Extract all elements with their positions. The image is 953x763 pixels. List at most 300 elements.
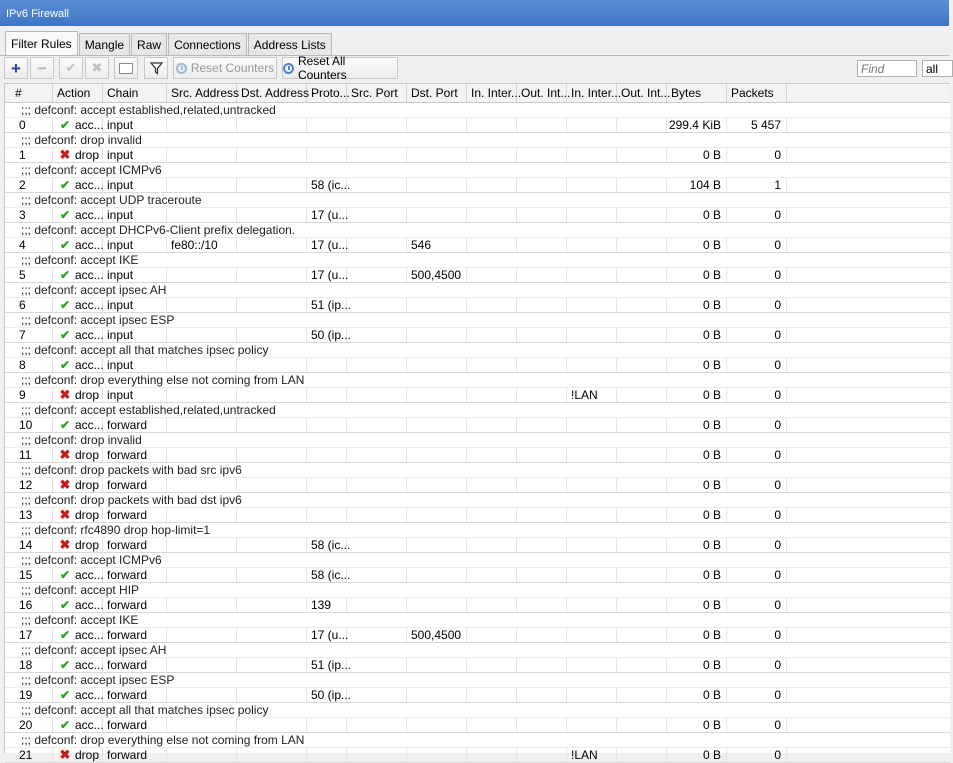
rule-out-interface-list [617, 568, 667, 582]
rule-out-interface-list [617, 508, 667, 522]
comment-button[interactable] [114, 57, 138, 79]
rule-dst-address [237, 418, 307, 432]
rule-src-port [347, 388, 407, 402]
rule-comment: ;;; defconf: accept established,related,untracked [5, 403, 950, 418]
rule-out-interface [517, 508, 567, 522]
col-chain-header[interactable]: Chain [103, 84, 167, 102]
rule-chain: input [103, 268, 167, 282]
rule-index: 0 [5, 118, 53, 132]
rule-in-interface-list [567, 238, 617, 252]
rule-bytes: 0 B [667, 148, 727, 162]
table-row[interactable] [5, 508, 950, 523]
table-row[interactable] [5, 718, 950, 733]
rule-packets: 0 [727, 238, 787, 252]
rule-bytes: 0 B [667, 718, 727, 732]
rule-packets: 0 [727, 328, 787, 342]
tab-mangle[interactable]: Mangle [79, 33, 130, 55]
accept-check-icon: ✔ [59, 268, 71, 282]
accept-check-icon: ✔ [59, 328, 71, 342]
rule-in-interface [467, 568, 517, 582]
col-dst-port-header[interactable]: Dst. Port [407, 84, 467, 102]
minus-icon: − [37, 58, 47, 78]
rule-out-interface-list [617, 478, 667, 492]
rule-bytes: 0 B [667, 448, 727, 462]
rule-chain: input [103, 358, 167, 372]
rule-in-interface [467, 508, 517, 522]
rule-src-port [347, 628, 407, 642]
table-row[interactable] [5, 478, 950, 493]
rule-in-interface-list [567, 628, 617, 642]
accept-check-icon: ✔ [59, 598, 71, 612]
rule-action-label: acc... [75, 658, 104, 672]
rule-src-address [167, 118, 237, 132]
rule-comment: ;;; defconf: drop packets with bad dst ipv6 [5, 493, 950, 508]
rule-index: 3 [5, 208, 53, 222]
rule-in-interface [467, 388, 517, 402]
rule-out-interface-list [617, 268, 667, 282]
rule-action-label: acc... [75, 628, 104, 642]
rule-out-interface [517, 628, 567, 642]
tab-raw[interactable]: Raw [131, 33, 167, 55]
tab-bar [5, 31, 333, 55]
rule-packets: 0 [727, 718, 787, 732]
table-row[interactable] [5, 298, 950, 313]
drop-x-icon: ✖ [59, 477, 71, 492]
rule-out-interface-list [617, 148, 667, 162]
rule-protocol [307, 748, 347, 762]
rule-dst-port [407, 658, 467, 672]
disable-button[interactable] [85, 57, 109, 79]
rule-dst-port [407, 508, 467, 522]
rule-in-interface-list [567, 568, 617, 582]
rule-index: 8 [5, 358, 53, 372]
col-dst-address-header[interactable]: Dst. Address [237, 84, 307, 102]
rule-dst-address [237, 568, 307, 582]
rule-in-interface-list [567, 208, 617, 222]
rule-protocol: 50 (ip... [307, 688, 347, 702]
rule-out-interface [517, 748, 567, 762]
rule-bytes: 0 B [667, 478, 727, 492]
rule-packets: 0 [727, 148, 787, 162]
table-row[interactable] [5, 118, 950, 133]
rule-packets: 0 [727, 298, 787, 312]
rule-packets: 0 [727, 568, 787, 582]
rule-out-interface-list [617, 418, 667, 432]
rule-src-address [167, 268, 237, 282]
rule-src-address [167, 178, 237, 192]
rule-src-address [167, 688, 237, 702]
rule-chain: input [103, 178, 167, 192]
rule-action-label: acc... [75, 178, 104, 192]
rule-dst-port [407, 118, 467, 132]
rule-comment: ;;; defconf: drop invalid [5, 133, 950, 148]
accept-check-icon: ✔ [59, 358, 71, 372]
rule-comment: ;;; defconf: accept all that matches ipsec policy [5, 343, 950, 358]
remove-button[interactable] [30, 57, 54, 79]
rule-out-interface-list [617, 388, 667, 402]
rule-in-interface [467, 268, 517, 282]
rule-dst-address [237, 538, 307, 552]
rule-out-interface [517, 688, 567, 702]
rule-packets: 0 [727, 598, 787, 612]
table-row[interactable] [5, 388, 950, 403]
accept-check-icon: ✔ [59, 238, 71, 252]
rule-dst-port: 500,4500 [407, 268, 467, 282]
rule-index: 21 [5, 748, 53, 762]
rule-action [53, 718, 103, 732]
rule-src-address [167, 208, 237, 222]
rule-out-interface [517, 658, 567, 672]
rule-out-interface-list [617, 598, 667, 612]
rule-dst-address [237, 118, 307, 132]
rule-comment: ;;; defconf: rfc4890 drop hop-limit=1 [5, 523, 950, 538]
rule-src-address [167, 358, 237, 372]
rule-chain: input [103, 298, 167, 312]
rule-in-interface-list [567, 718, 617, 732]
accept-check-icon: ✔ [59, 298, 71, 312]
rule-src-address [167, 628, 237, 642]
rule-src-address [167, 418, 237, 432]
rule-dst-port [407, 688, 467, 702]
rule-in-interface [467, 478, 517, 492]
rule-dst-address [237, 628, 307, 642]
accept-check-icon: ✔ [59, 178, 71, 192]
filter-button[interactable] [144, 57, 168, 79]
add-button[interactable] [4, 57, 28, 79]
table-row[interactable] [5, 268, 950, 283]
rule-index: 18 [5, 658, 53, 672]
rule-in-interface-list [567, 418, 617, 432]
rule-in-interface [467, 148, 517, 162]
filter-select[interactable]: all [922, 60, 953, 77]
rule-in-interface [467, 238, 517, 252]
rule-index: 12 [5, 478, 53, 492]
rule-in-interface-list [567, 448, 617, 462]
rule-in-interface-list [567, 178, 617, 192]
rule-index: 1 [5, 148, 53, 162]
rule-bytes: 0 B [667, 208, 727, 222]
rule-chain: forward [103, 688, 167, 702]
rule-index: 17 [5, 628, 53, 642]
rule-chain: forward [103, 568, 167, 582]
rule-out-interface [517, 268, 567, 282]
rule-comment: ;;; defconf: accept established,related,untracked [5, 103, 950, 118]
col-packets-header[interactable]: Packets [727, 84, 787, 102]
rule-protocol [307, 718, 347, 732]
rule-index: 2 [5, 178, 53, 192]
rule-in-interface [467, 598, 517, 612]
rule-in-interface [467, 628, 517, 642]
rule-chain: input [103, 118, 167, 132]
col-src-address-header[interactable]: Src. Address [167, 84, 237, 102]
rule-action [53, 148, 103, 162]
rule-src-address: fe80::/10 [167, 238, 237, 252]
col-in-interface-header[interactable]: In. Inter... [467, 84, 517, 102]
rule-protocol [307, 388, 347, 402]
tab-filter-rules[interactable]: Filter Rules [5, 31, 78, 55]
table-row[interactable] [5, 628, 950, 643]
col-index-header[interactable]: # [5, 84, 53, 102]
rule-dst-port [407, 148, 467, 162]
rule-in-interface [467, 658, 517, 672]
rule-bytes: 0 B [667, 658, 727, 672]
table-row[interactable] [5, 358, 950, 373]
rule-action [53, 358, 103, 372]
rule-out-interface-list [617, 718, 667, 732]
rule-action-label: drop [75, 508, 100, 522]
rule-chain: input [103, 148, 167, 162]
rule-index: 20 [5, 718, 53, 732]
rule-index: 16 [5, 598, 53, 612]
rule-src-address [167, 448, 237, 462]
rule-in-interface [467, 178, 517, 192]
rule-src-port [347, 658, 407, 672]
rule-protocol: 17 (u... [307, 208, 347, 222]
rule-comment: ;;; defconf: accept IKE [5, 253, 950, 268]
rule-packets: 1 [727, 178, 787, 192]
table-row[interactable] [5, 178, 950, 193]
rule-packets: 0 [727, 388, 787, 402]
rule-chain: input [103, 208, 167, 222]
check-icon: ✔ [65, 60, 77, 75]
rule-action [53, 388, 103, 402]
rule-dst-port [407, 538, 467, 552]
rule-dst-address [237, 598, 307, 612]
rule-protocol: 50 (ip... [307, 328, 347, 342]
rule-comment: ;;; defconf: drop everything else not coming from LAN [5, 373, 950, 388]
rule-in-interface-list [567, 658, 617, 672]
rule-action [53, 418, 103, 432]
accept-check-icon: ✔ [59, 628, 71, 642]
rule-dst-address [237, 388, 307, 402]
rule-packets: 5 457 [727, 118, 787, 132]
rule-out-interface [517, 328, 567, 342]
rule-packets: 0 [727, 538, 787, 552]
rule-in-interface [467, 538, 517, 552]
rule-out-interface [517, 208, 567, 222]
tab-address-lists[interactable]: Address Lists [248, 33, 332, 55]
table-row[interactable] [5, 448, 950, 463]
rule-src-port [347, 508, 407, 522]
rule-src-address [167, 478, 237, 492]
rule-bytes: 0 B [667, 268, 727, 282]
rule-dst-address [237, 328, 307, 342]
rule-out-interface [517, 418, 567, 432]
col-in-interface-list-header[interactable]: In. Inter... [567, 84, 617, 102]
rule-action-label: acc... [75, 568, 104, 582]
rule-src-address [167, 148, 237, 162]
rule-protocol: 58 (ic... [307, 538, 347, 552]
rule-action-label: acc... [75, 268, 104, 282]
rule-src-port [347, 688, 407, 702]
rule-dst-port [407, 718, 467, 732]
rule-out-interface-list [617, 658, 667, 672]
rule-in-interface-list [567, 328, 617, 342]
rule-action-label: acc... [75, 688, 104, 702]
tab-divider [0, 55, 949, 56]
rule-chain: forward [103, 538, 167, 552]
rule-src-port [347, 268, 407, 282]
rule-in-interface [467, 208, 517, 222]
rule-packets: 0 [727, 748, 787, 762]
rule-action-label: drop [75, 148, 100, 162]
col-out-interface-list-header[interactable]: Out. Int... [617, 84, 667, 102]
rule-chain: forward [103, 598, 167, 612]
rule-out-interface [517, 178, 567, 192]
drop-x-icon: ✖ [59, 507, 71, 522]
rule-protocol [307, 478, 347, 492]
rule-chain: forward [103, 448, 167, 462]
find-input[interactable] [857, 60, 917, 77]
rule-out-interface [517, 568, 567, 582]
rule-dst-port: 500,4500 [407, 628, 467, 642]
table-row[interactable] [5, 598, 950, 613]
table-body [5, 103, 950, 763]
col-src-port-header[interactable]: Src. Port [347, 84, 407, 102]
rule-packets: 0 [727, 658, 787, 672]
table-row[interactable] [5, 238, 950, 253]
rule-comment: ;;; defconf: accept ICMPv6 [5, 553, 950, 568]
tab-connections[interactable]: Connections [168, 33, 247, 55]
rule-action [53, 298, 103, 312]
rule-action-label: acc... [75, 118, 104, 132]
rule-dst-address [237, 688, 307, 702]
rule-packets: 0 [727, 358, 787, 372]
rule-out-interface-list [617, 748, 667, 762]
rule-in-interface-list [567, 118, 617, 132]
rule-action-label: drop [75, 538, 100, 552]
rule-dst-address [237, 268, 307, 282]
rule-action [53, 178, 103, 192]
rule-comment: ;;; defconf: accept ipsec AH [5, 643, 950, 658]
rule-chain: forward [103, 658, 167, 672]
rule-src-address [167, 538, 237, 552]
drop-x-icon: ✖ [59, 147, 71, 162]
col-action-header[interactable]: Action [53, 84, 103, 102]
rule-out-interface-list [617, 628, 667, 642]
rule-dst-port [407, 358, 467, 372]
reset-counters-button[interactable] [173, 57, 277, 79]
table-row[interactable] [5, 748, 950, 763]
rule-action-label: acc... [75, 358, 104, 372]
rule-action [53, 688, 103, 702]
col-out-interface-header[interactable]: Out. Int... [517, 84, 567, 102]
rule-in-interface-list [567, 148, 617, 162]
rule-out-interface-list [617, 448, 667, 462]
rule-action [53, 208, 103, 222]
rules-table [4, 83, 950, 762]
rule-dst-address [237, 748, 307, 762]
col-bytes-header[interactable]: Bytes [667, 84, 727, 102]
rule-src-port [347, 298, 407, 312]
table-row[interactable] [5, 418, 950, 433]
rule-comment: ;;; defconf: accept ICMPv6 [5, 163, 950, 178]
rule-protocol: 17 (u... [307, 268, 347, 282]
rule-comment: ;;; defconf: accept DHCPv6-Client prefix delegation. [5, 223, 950, 238]
rule-in-interface [467, 328, 517, 342]
rule-src-port [347, 448, 407, 462]
rule-dst-address [237, 658, 307, 672]
table-row[interactable] [5, 148, 950, 163]
rule-src-port [347, 328, 407, 342]
rule-out-interface [517, 478, 567, 492]
rule-packets: 0 [727, 688, 787, 702]
rule-out-interface [517, 358, 567, 372]
rule-src-address [167, 298, 237, 312]
rule-out-interface-list [617, 208, 667, 222]
rule-in-interface [467, 748, 517, 762]
rule-action [53, 328, 103, 342]
rule-bytes: 0 B [667, 298, 727, 312]
drop-x-icon: ✖ [59, 387, 71, 402]
table-row[interactable] [5, 328, 950, 343]
table-row[interactable] [5, 538, 950, 553]
rule-index: 5 [5, 268, 53, 282]
rule-out-interface [517, 118, 567, 132]
rule-chain: input [103, 238, 167, 252]
rule-chain: forward [103, 718, 167, 732]
col-protocol-header[interactable]: Proto... [307, 84, 347, 102]
rule-dst-port [407, 568, 467, 582]
enable-button[interactable] [59, 57, 83, 79]
rule-dst-port [407, 748, 467, 762]
rule-action [53, 508, 103, 522]
rule-in-interface-list [567, 478, 617, 492]
reset-all-counters-button[interactable] [282, 54, 398, 82]
rule-dst-port [407, 178, 467, 192]
rule-bytes: 0 B [667, 238, 727, 252]
rule-packets: 0 [727, 448, 787, 462]
rule-bytes: 0 B [667, 328, 727, 342]
rule-dst-address [237, 478, 307, 492]
table-row[interactable] [5, 658, 950, 673]
rule-out-interface-list [617, 358, 667, 372]
table-row[interactable] [5, 688, 950, 703]
rule-src-address [167, 388, 237, 402]
accept-check-icon: ✔ [59, 418, 71, 432]
rule-in-interface-list [567, 298, 617, 312]
table-row[interactable] [5, 568, 950, 583]
rule-src-address [167, 598, 237, 612]
rule-comment: ;;; defconf: accept HIP [5, 583, 950, 598]
rule-bytes: 0 B [667, 628, 727, 642]
rule-dst-port: 546 [407, 238, 467, 252]
rule-action-label: acc... [75, 418, 104, 432]
rule-in-interface [467, 418, 517, 432]
reset-all-counters-label: Reset All Counters [297, 54, 347, 82]
rule-index: 19 [5, 688, 53, 702]
reset-all-clock-icon [283, 63, 294, 74]
drop-x-icon: ✖ [59, 447, 71, 462]
rule-bytes: 0 B [667, 568, 727, 582]
rule-dst-address [237, 508, 307, 522]
rule-in-interface-list [567, 688, 617, 702]
rule-out-interface-list [617, 298, 667, 312]
rule-action [53, 538, 103, 552]
rule-comment: ;;; defconf: accept IKE [5, 613, 950, 628]
rule-action-label: drop [75, 388, 100, 402]
rule-index: 7 [5, 328, 53, 342]
rule-protocol: 139 [307, 598, 347, 612]
funnel-icon [150, 62, 163, 75]
rule-bytes: 104 B [667, 178, 727, 192]
rule-action [53, 628, 103, 642]
rule-packets: 0 [727, 418, 787, 432]
rule-comment: ;;; defconf: drop packets with bad src ipv6 [5, 463, 950, 478]
table-row[interactable] [5, 208, 950, 223]
rule-out-interface-list [617, 238, 667, 252]
rule-index: 11 [5, 448, 53, 462]
